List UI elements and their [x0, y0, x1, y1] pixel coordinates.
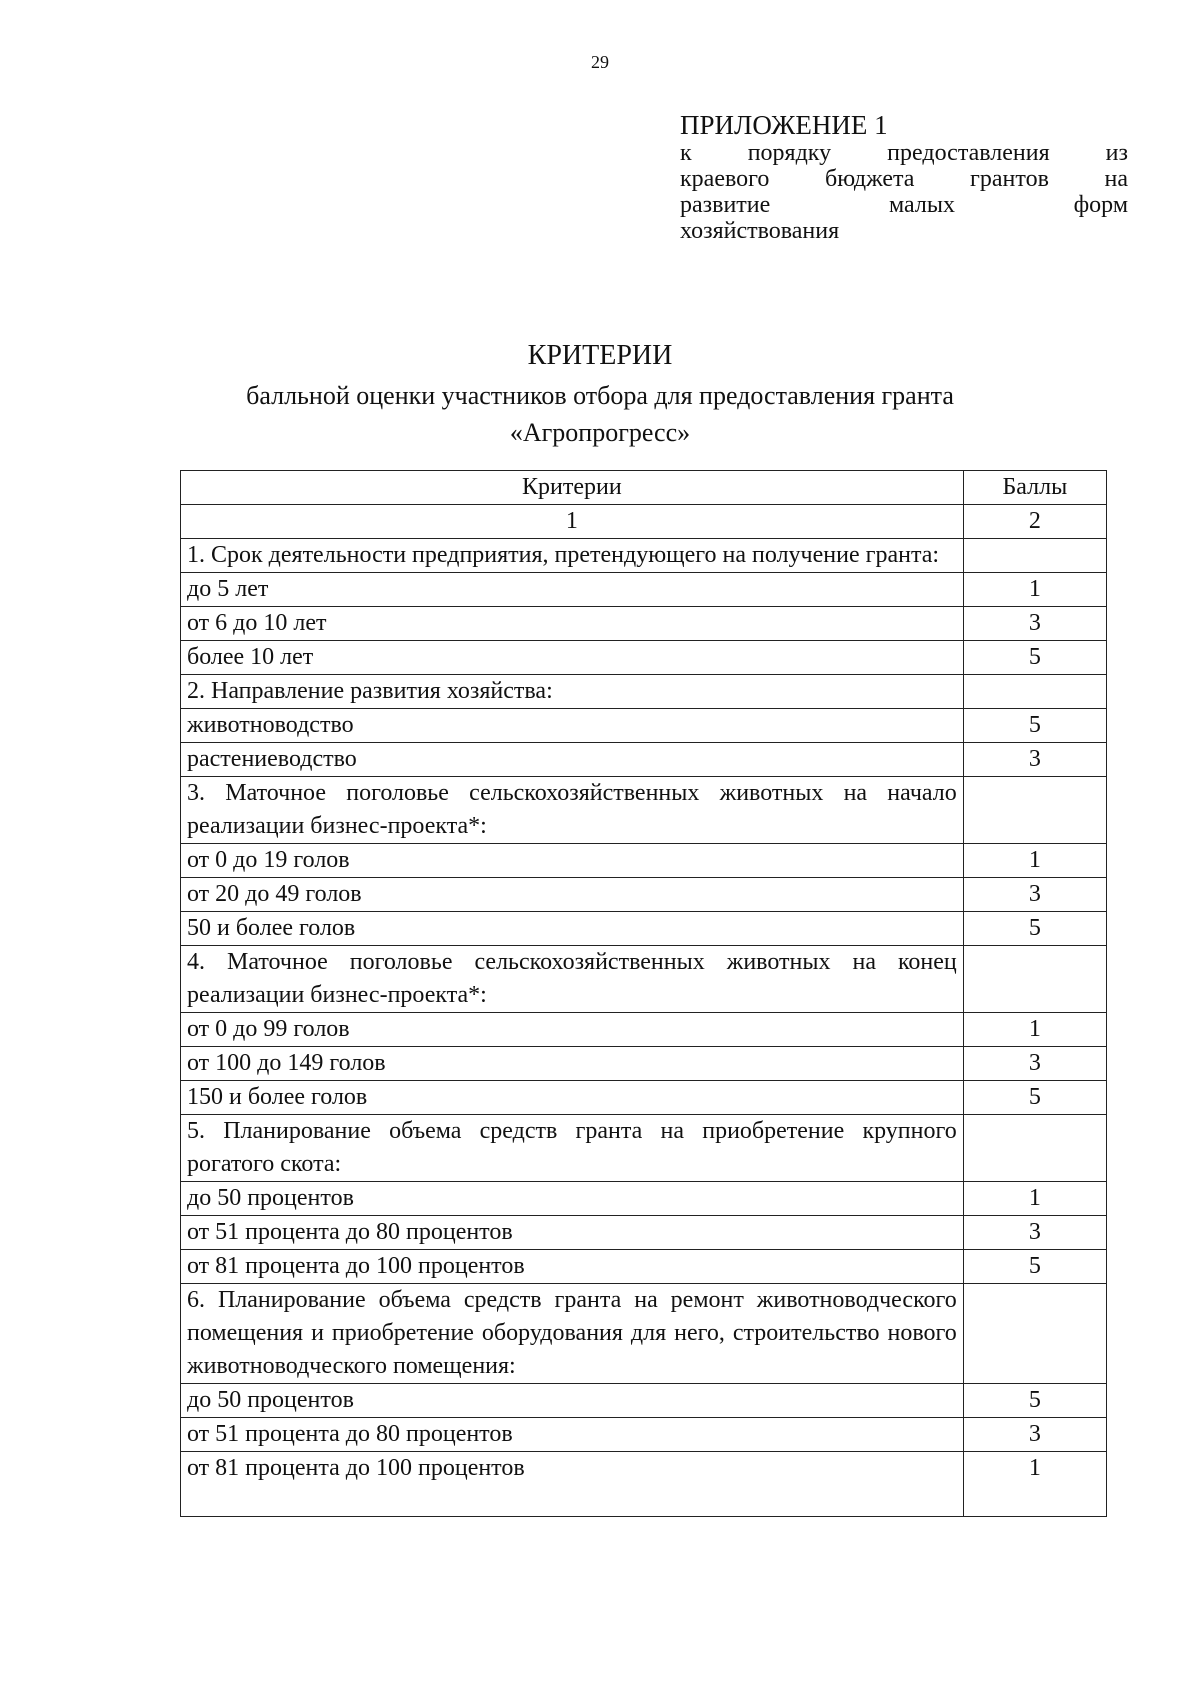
- column-number: 2: [963, 505, 1106, 539]
- criteria-table-body: [181, 539, 1107, 1517]
- criterion-group-row: [181, 1115, 1107, 1182]
- table-row: [181, 709, 1107, 743]
- criterion-group-label: 2. Направление развития хозяйства:: [181, 675, 964, 709]
- criterion-option: от 20 до 49 голов: [181, 878, 964, 912]
- criterion-group-label: 6. Планирование объема средств гранта на ремонт животноводческого помещения и приобретение оборудования для него, строительство нового животноводческого помещения:: [181, 1284, 964, 1384]
- score-cell: 5: [963, 1081, 1106, 1115]
- score-cell: 3: [963, 1418, 1106, 1452]
- table-row: [181, 1418, 1107, 1452]
- appendix-line: к порядку предоставления из: [680, 140, 1128, 166]
- appendix-header: [680, 112, 1128, 244]
- score-cell: 5: [963, 1384, 1106, 1418]
- criterion-option: от 0 до 19 голов: [181, 844, 964, 878]
- criterion-option: от 81 процента до 100 процентов: [181, 1452, 964, 1517]
- criterion-group-row: [181, 777, 1107, 844]
- criterion-group-row: [181, 675, 1107, 709]
- criterion-option: от 6 до 10 лет: [181, 607, 964, 641]
- score-cell: 3: [963, 1047, 1106, 1081]
- criterion-group-row: [181, 539, 1107, 573]
- criterion-option: 50 и более голов: [181, 912, 964, 946]
- score-cell: [963, 675, 1106, 709]
- criterion-option: животноводство: [181, 709, 964, 743]
- criterion-option: 150 и более голов: [181, 1081, 964, 1115]
- criterion-option: от 81 процента до 100 процентов: [181, 1250, 964, 1284]
- table-row: [181, 607, 1107, 641]
- table-row: [181, 1047, 1107, 1081]
- criterion-option: от 0 до 99 голов: [181, 1013, 964, 1047]
- criterion-group-row: [181, 1284, 1107, 1384]
- table-row: [181, 1081, 1107, 1115]
- subtitle-line: балльной оценки участников отбора для предоставления гранта: [246, 381, 954, 410]
- criterion-option: до 50 процентов: [181, 1182, 964, 1216]
- page-number: 29: [591, 52, 609, 72]
- criterion-option: растениеводство: [181, 743, 964, 777]
- table-row: [181, 1452, 1107, 1517]
- appendix-line: развитие малых форм: [680, 192, 1128, 218]
- score-cell: 5: [963, 641, 1106, 675]
- criterion-option: от 51 процента до 80 процентов: [181, 1216, 964, 1250]
- criterion-option: до 50 процентов: [181, 1384, 964, 1418]
- score-cell: [963, 777, 1106, 844]
- appendix-title: ПРИЛОЖЕНИЕ 1: [680, 110, 888, 140]
- score-cell: 1: [963, 1013, 1106, 1047]
- score-cell: 3: [963, 743, 1106, 777]
- column-number-row: [181, 505, 1107, 539]
- criteria-table: [180, 470, 1107, 1517]
- score-cell: [963, 539, 1106, 573]
- table-row: [181, 1216, 1107, 1250]
- score-cell: 5: [963, 912, 1106, 946]
- table-row: [181, 912, 1107, 946]
- score-cell: [963, 946, 1106, 1013]
- column-header-criteria: Критерии: [181, 471, 964, 505]
- criterion-option: от 100 до 149 голов: [181, 1047, 964, 1081]
- table-header-row: [181, 471, 1107, 505]
- criterion-group-label: 5. Планирование объема средств гранта на приобретение крупного рогатого скота:: [181, 1115, 964, 1182]
- score-cell: 1: [963, 573, 1106, 607]
- score-cell: 3: [963, 1216, 1106, 1250]
- criterion-group-label: 1. Срок деятельности предприятия, претендующего на получение гранта:: [181, 539, 964, 573]
- table-row: [181, 844, 1107, 878]
- score-cell: 5: [963, 1250, 1106, 1284]
- document-subtitle: [0, 377, 1200, 451]
- score-cell: 3: [963, 878, 1106, 912]
- table-row: [181, 1013, 1107, 1047]
- criterion-group-row: [181, 946, 1107, 1013]
- table-row: [181, 743, 1107, 777]
- criterion-option: более 10 лет: [181, 641, 964, 675]
- appendix-line: краевого бюджета грантов на: [680, 166, 1128, 192]
- score-cell: [963, 1284, 1106, 1384]
- score-cell: 1: [963, 844, 1106, 878]
- table-row: [181, 1384, 1107, 1418]
- appendix-line: хозяйствования: [680, 218, 840, 244]
- score-cell: 1: [963, 1182, 1106, 1216]
- criterion-option: от 51 процента до 80 процентов: [181, 1418, 964, 1452]
- criterion-group-label: 4. Маточное поголовье сельскохозяйственных животных на конец реализации бизнес-проекта*:: [181, 946, 964, 1013]
- table-row: [181, 1250, 1107, 1284]
- document-title: КРИТЕРИИ: [527, 340, 673, 371]
- table-row: [181, 878, 1107, 912]
- column-number: 1: [181, 505, 964, 539]
- subtitle-line: «Агропрогресс»: [509, 418, 691, 447]
- score-cell: 1: [963, 1452, 1106, 1517]
- score-cell: 3: [963, 607, 1106, 641]
- criterion-group-label: 3. Маточное поголовье сельскохозяйственных животных на начало реализации бизнес-проекта*:: [181, 777, 964, 844]
- table-row: [181, 641, 1107, 675]
- criterion-option: до 5 лет: [181, 573, 964, 607]
- table-row: [181, 1182, 1107, 1216]
- score-cell: [963, 1115, 1106, 1182]
- score-cell: 5: [963, 709, 1106, 743]
- column-header-points: Баллы: [963, 471, 1106, 505]
- table-row: [181, 573, 1107, 607]
